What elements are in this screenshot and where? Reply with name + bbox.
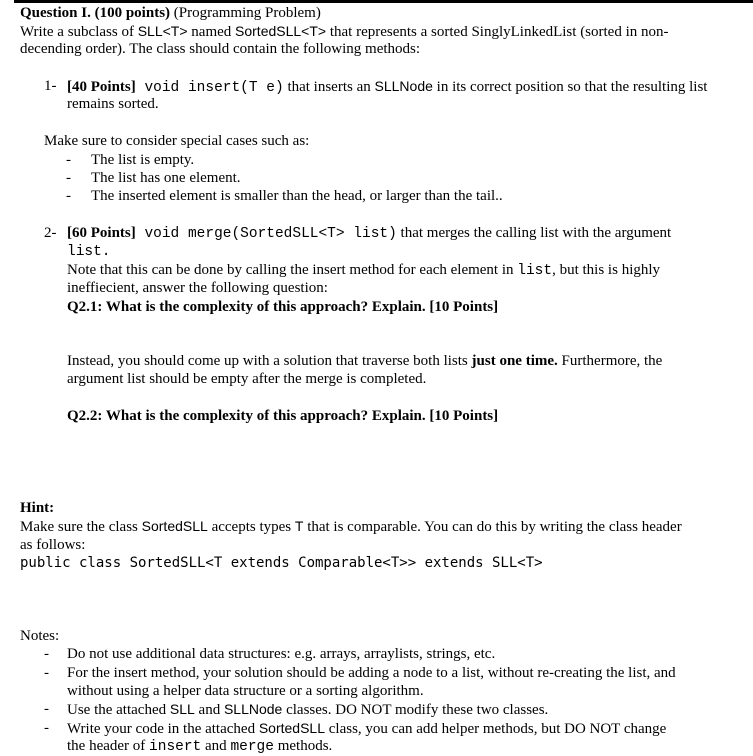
cases-bullet: -: [66, 188, 71, 204]
note-item: Write your code in the attached SortedSLL class, you can add helper methods, but DO NOT change: [67, 720, 667, 737]
question-2-2: Q2.2: What is the complexity of this approach? Explain. [10 Points]: [67, 408, 499, 424]
hint-line1: Make sure the class SortedSLL accepts types T that is comparable. You can do this by writing the class header: [20, 518, 682, 535]
hint-line2: as follows:: [20, 537, 86, 553]
case-item: The list has one element.: [91, 170, 241, 186]
item2-note-line1: Note that this can be done by calling the insert method for each element in list, but this is highly: [67, 262, 661, 279]
instead-line2: argument list should be empty after the merge is completed.: [67, 371, 427, 387]
top-border: [14, 0, 753, 3]
hint-code: public class SortedSLL<T extends Comparable<T>> extends SLL<T>: [20, 555, 543, 571]
item2-note-line2: ineffiecient, answer the following question:: [67, 280, 328, 296]
question-2-1: Q2.1: What is the complexity of this approach? Explain. [10 Points]: [67, 299, 499, 315]
question-intro-line2: decending order). The class should contain the following methods:: [20, 41, 421, 57]
cases-intro: Make sure to consider special cases such as:: [44, 133, 310, 149]
question-intro-line1: Write a subclass of SLL<T> named SortedSLL<T> that represents a sorted SinglyLinkedList (sorted in non-: [20, 23, 669, 40]
notes-bullet: -: [44, 665, 49, 681]
note-item: Use the attached SLL and SLLNode classes. DO NOT modify these two classes.: [67, 701, 549, 718]
item1-number: 1-: [44, 78, 57, 94]
cases-bullet: -: [66, 170, 71, 186]
item2-line1: [60 Points] void merge(SortedSLL<T> list) that merges the calling list with the argument: [67, 225, 672, 242]
notes-bullet: -: [44, 701, 49, 717]
item2-line2: list.: [67, 244, 111, 260]
notes-bullet: -: [44, 646, 49, 662]
instead-line1: Instead, you should come up with a solution that traverse both lists just one time. Furthermore, the: [67, 353, 663, 369]
note-item-cont: without using a helper data structure or a sorting algorithm.: [67, 683, 424, 699]
item1-line1: [40 Points] void insert(T e) that inserts an SLLNode in its correct position so that the resulting list: [67, 78, 708, 96]
case-item: The inserted element is smaller than the head, or larger than the tail..: [91, 188, 503, 204]
note-item-cont: the header of insert and merge methods.: [67, 738, 333, 755]
note-item: Do not use additional data structures: e.g. arrays, arraylists, strings, etc.: [67, 646, 496, 662]
notes-bullet: -: [44, 720, 49, 736]
item1-line2: remains sorted.: [67, 96, 159, 112]
item2-number: 2-: [44, 225, 57, 241]
question-title: Question I. (100 points) (Programming Problem): [20, 5, 321, 21]
hint-title: Hint:: [20, 500, 55, 516]
note-item: For the insert method, your solution should be adding a node to a list, without re-creating the list, and: [67, 665, 676, 681]
case-item: The list is empty.: [91, 152, 195, 168]
cases-bullet: -: [66, 152, 71, 168]
notes-title: Notes:: [20, 628, 60, 644]
